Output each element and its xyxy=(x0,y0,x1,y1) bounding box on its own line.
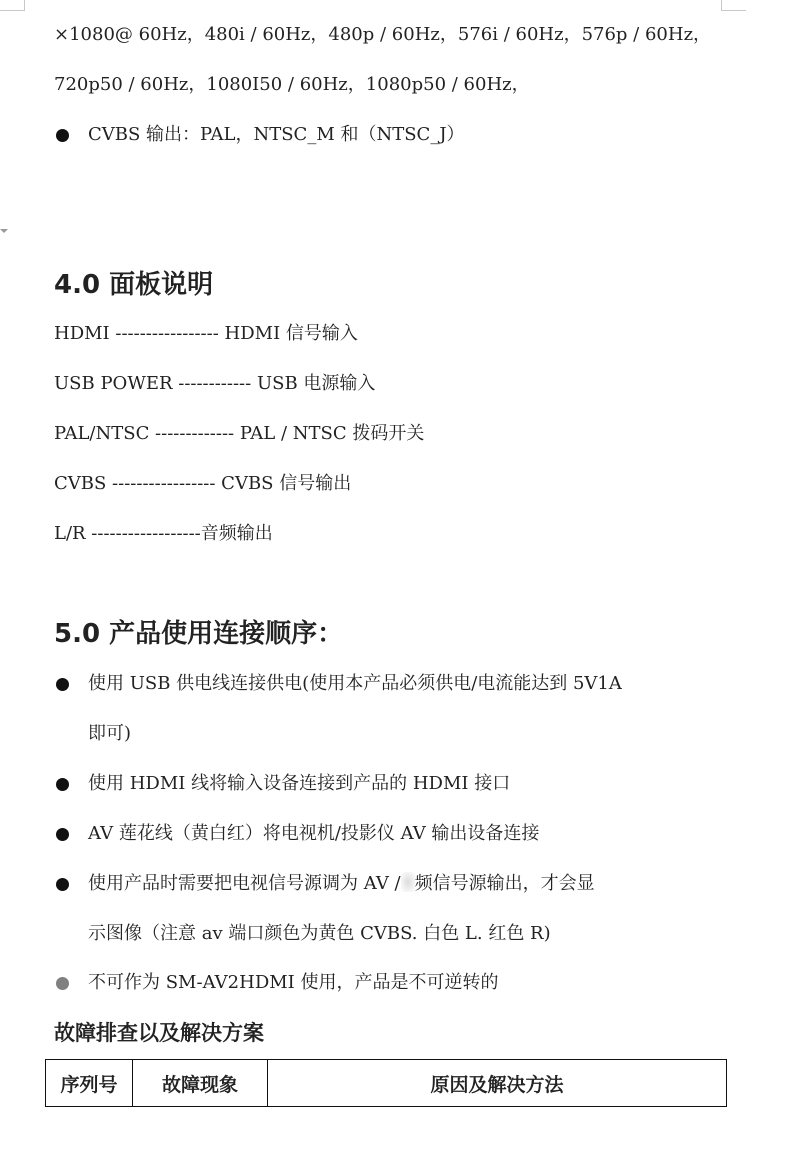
usage-heading: 5.0 产品使用连接顺序： xyxy=(54,619,344,649)
page-corner-top-left xyxy=(0,0,25,11)
usage-item-1-line-1: 使用 USB 供电线连接供电(使用本产品必须供电/电流能达到 5V1A xyxy=(88,673,622,694)
table-header-solution: 原因及解决方法 xyxy=(430,1073,564,1096)
bullet-icon xyxy=(56,878,69,891)
usage-item-5: 不可作为 SM-AV2HDMI 使用，产品是不可逆转的 xyxy=(88,972,499,993)
panel-row-hdmi: HDMI ----------------- HDMI 信号输入 xyxy=(54,323,358,344)
bullet-icon xyxy=(56,778,69,791)
usage-item-2: 使用 HDMI 线将输入设备连接到产品的 HDMI 接口 xyxy=(88,773,511,794)
usage-item-3: AV 莲花线（黄白红）将电视机/投影仪 AV 输出设备连接 xyxy=(88,823,540,844)
usage-item-4-part-a: 使用产品时需要把电视信号源调为 AV / xyxy=(88,873,401,894)
redaction-smudge xyxy=(401,872,415,892)
usage-item-4-line-1 xyxy=(88,872,595,896)
spec-cvbs: CVBS 输出：PAL，NTSC_M 和（NTSC_J） xyxy=(88,124,465,145)
page-corner-top-right xyxy=(721,0,746,11)
bullet-icon xyxy=(56,977,69,990)
usage-item-4-line-2: 示图像（注意 av 端口颜色为黄色 CVBS. 白色 L. 红色 R) xyxy=(88,923,551,944)
table-header-symptom: 故障现象 xyxy=(133,1060,268,1106)
panel-row-lr: L/R ------------------音频输出 xyxy=(54,523,273,544)
table-header-serial: 序列号 xyxy=(46,1060,133,1106)
margin-arrow-icon xyxy=(0,229,8,233)
usage-item-1-line-2: 即可) xyxy=(88,723,132,744)
bullet-icon xyxy=(56,828,69,841)
spec-line-1: ×1080@ 60Hz，480i / 60Hz，480p / 60Hz，576i / 60Hz，576p / 60Hz， xyxy=(54,24,712,45)
usage-item-4-part-b: 频信号源输出，才会显 xyxy=(414,873,595,894)
panel-row-pal-ntsc: PAL/NTSC ------------- PAL / NTSC 拨码开关 xyxy=(54,423,425,444)
troubleshooting-heading: 故障排查以及解决方案 xyxy=(54,1020,264,1045)
panel-row-usb-power: USB POWER ------------ USB 电源输入 xyxy=(54,373,376,394)
panel-heading: 4.0 面板说明 xyxy=(54,270,214,300)
bullet-icon xyxy=(56,678,69,691)
bullet-icon xyxy=(56,129,69,142)
spec-line-2: 720p50 / 60Hz，1080I50 / 60Hz，1080p50 / 60Hz， xyxy=(54,74,530,95)
troubleshooting-table xyxy=(45,1059,727,1107)
panel-row-cvbs: CVBS ----------------- CVBS 信号输出 xyxy=(54,473,352,494)
